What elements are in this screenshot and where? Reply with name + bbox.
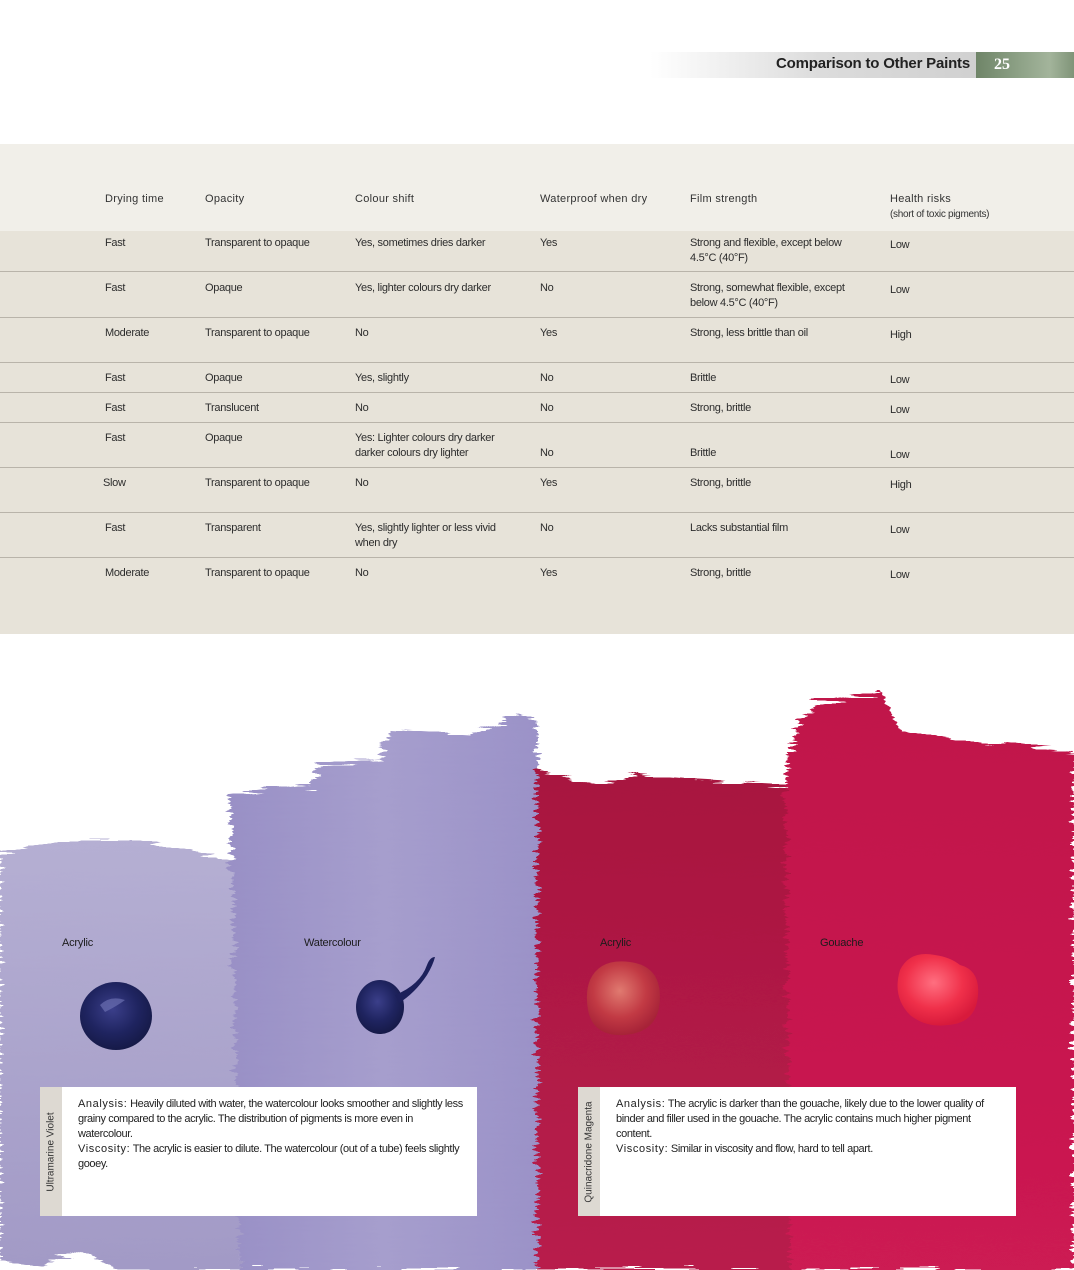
page-number: 25 bbox=[994, 56, 1010, 73]
cell-drying-time: Fast bbox=[105, 432, 126, 444]
col-header-colour-shift: Colour shift bbox=[355, 193, 415, 205]
label-left-acrylic: Acrylic bbox=[62, 937, 93, 949]
cell-film-strength: Strong, brittle bbox=[690, 477, 751, 489]
cell-waterproof: No bbox=[540, 402, 554, 414]
pigment-name-violet: Ultramarine Violet bbox=[45, 1111, 57, 1192]
cell-film-strength: Strong, brittle bbox=[690, 567, 751, 579]
pigment-name-magenta: Quinacridone Magenta bbox=[583, 1100, 595, 1203]
analysis-body: Heavily diluted with water, the watercolour looks smoother and slightly less grainy compared to the acrylic. The distribution of pigments is more even in watercolour. bbox=[78, 1098, 463, 1140]
cell-drying-time: Slow bbox=[103, 477, 126, 489]
cell-drying-time: Fast bbox=[105, 237, 126, 249]
label-gouache: Gouache bbox=[820, 937, 864, 949]
cell-colour-shift: No bbox=[355, 477, 369, 489]
cell-colour-shift: No bbox=[355, 327, 369, 339]
table-row bbox=[0, 318, 1074, 363]
cell-colour-shift: Yes, slightly bbox=[355, 372, 409, 384]
analysis-label: Analysis: bbox=[616, 1098, 666, 1110]
cell-health-risks: High bbox=[890, 329, 912, 341]
table-header bbox=[0, 144, 1074, 231]
table-row bbox=[0, 558, 1074, 634]
cell-opacity: Transparent bbox=[205, 522, 261, 534]
cell-drying-time: Fast bbox=[105, 372, 126, 384]
cell-health-risks: High bbox=[890, 479, 912, 491]
analysis-text-magenta bbox=[616, 1097, 1001, 1157]
cell-colour-shift: No bbox=[355, 567, 369, 579]
cell-drying-time: Moderate bbox=[105, 567, 150, 579]
label-right-acrylic: Acrylic bbox=[600, 937, 631, 949]
cell-colour-shift: Yes, slightly lighter or less vivid when dry bbox=[355, 522, 496, 549]
cell-health-risks: Low bbox=[890, 449, 910, 461]
cell-drying-time: Fast bbox=[105, 522, 126, 534]
analysis-box-violet bbox=[40, 1087, 477, 1216]
cell-health-risks: Low bbox=[890, 569, 910, 581]
table-row bbox=[0, 468, 1074, 513]
cell-opacity: Transparent to opaque bbox=[205, 567, 310, 579]
cell-waterproof: No bbox=[540, 282, 554, 294]
comparison-table bbox=[0, 144, 1074, 634]
col-header-health-risks bbox=[890, 192, 989, 222]
analysis-box-magenta bbox=[578, 1087, 1016, 1216]
cell-film-strength: Lacks substantial film bbox=[690, 522, 788, 534]
cell-health-risks: Low bbox=[890, 404, 910, 416]
cell-film-strength: Strong and flexible, except below 4.5°C (40°F) bbox=[690, 237, 842, 264]
col-header-opacity: Opacity bbox=[205, 193, 245, 205]
cell-film-strength: Strong, brittle bbox=[690, 402, 751, 414]
viscosity-body: The acrylic is easier to dilute. The watercolour (out of a tube) feels slightly gooey. bbox=[78, 1143, 460, 1170]
cell-opacity: Opaque bbox=[205, 372, 243, 384]
cell-waterproof: No bbox=[540, 447, 554, 459]
table-row bbox=[0, 513, 1074, 558]
cell-colour-shift: No bbox=[355, 402, 369, 414]
page-title: Comparison to Other Paints bbox=[776, 55, 970, 72]
cell-waterproof: Yes bbox=[540, 327, 558, 339]
cell-film-strength: Brittle bbox=[690, 447, 717, 459]
cell-waterproof: No bbox=[540, 522, 554, 534]
analysis-text-violet bbox=[78, 1097, 468, 1172]
health-risks-note: (short of toxic pigments) bbox=[890, 209, 990, 220]
analysis-label: Analysis: bbox=[78, 1098, 128, 1110]
cell-health-risks: Low bbox=[890, 239, 910, 251]
col-header-film-strength: Film strength bbox=[690, 193, 758, 205]
cell-waterproof: Yes bbox=[540, 477, 558, 489]
cell-health-risks: Low bbox=[890, 374, 910, 386]
viscosity-body: Similar in viscosity and flow, hard to tell apart. bbox=[670, 1143, 873, 1155]
cell-film-strength: Brittle bbox=[690, 372, 717, 384]
magenta-acrylic-blob bbox=[587, 961, 660, 1035]
health-risks-label: Health risks bbox=[890, 193, 952, 205]
cell-health-risks: Low bbox=[890, 284, 910, 296]
label-watercolour: Watercolour bbox=[304, 937, 361, 949]
cell-waterproof: Yes bbox=[540, 237, 558, 249]
pigment-tab-violet bbox=[40, 1087, 62, 1216]
table-row bbox=[0, 423, 1074, 468]
violet-watercolour-blob bbox=[356, 980, 404, 1034]
cell-health-risks: Low bbox=[890, 524, 910, 536]
pigment-tab-magenta bbox=[578, 1087, 600, 1216]
viscosity-label: Viscosity: bbox=[616, 1143, 669, 1155]
table-row bbox=[0, 393, 1074, 423]
cell-opacity: Transparent to opaque bbox=[205, 327, 310, 339]
cell-opacity: Opaque bbox=[205, 432, 243, 444]
viscosity-label: Viscosity: bbox=[78, 1143, 131, 1155]
col-header-waterproof: Waterproof when dry bbox=[540, 193, 648, 205]
cell-drying-time: Moderate bbox=[105, 327, 150, 339]
cell-opacity: Transparent to opaque bbox=[205, 237, 310, 249]
cell-opacity: Opaque bbox=[205, 282, 243, 294]
cell-drying-time: Fast bbox=[105, 402, 126, 414]
cell-opacity: Transparent to opaque bbox=[205, 477, 310, 489]
cell-waterproof: No bbox=[540, 372, 554, 384]
cell-colour-shift: Yes, sometimes dries darker bbox=[355, 237, 486, 249]
table-row bbox=[0, 363, 1074, 393]
cell-film-strength: Strong, somewhat flexible, except below 4.5°C (40°F) bbox=[690, 282, 845, 309]
cell-colour-shift: Yes, lighter colours dry darker bbox=[355, 282, 491, 294]
cell-drying-time: Fast bbox=[105, 282, 126, 294]
violet-acrylic-blob bbox=[80, 982, 152, 1050]
col-header-drying-time: Drying time bbox=[105, 193, 164, 205]
page-number-box bbox=[976, 52, 1074, 78]
table-row bbox=[0, 272, 1074, 318]
analysis-body: The acrylic is darker than the gouache, likely due to the lower quality of binder and filler used in the gouache. The acrylic contains much higher pigment content. bbox=[616, 1098, 984, 1140]
cell-colour-shift: Yes: Lighter colours dry darker darker colours dry lighter bbox=[355, 432, 495, 459]
cell-film-strength: Strong, less brittle than oil bbox=[690, 327, 808, 339]
table-row bbox=[0, 231, 1074, 272]
cell-waterproof: Yes bbox=[540, 567, 558, 579]
cell-opacity: Translucent bbox=[205, 402, 259, 414]
